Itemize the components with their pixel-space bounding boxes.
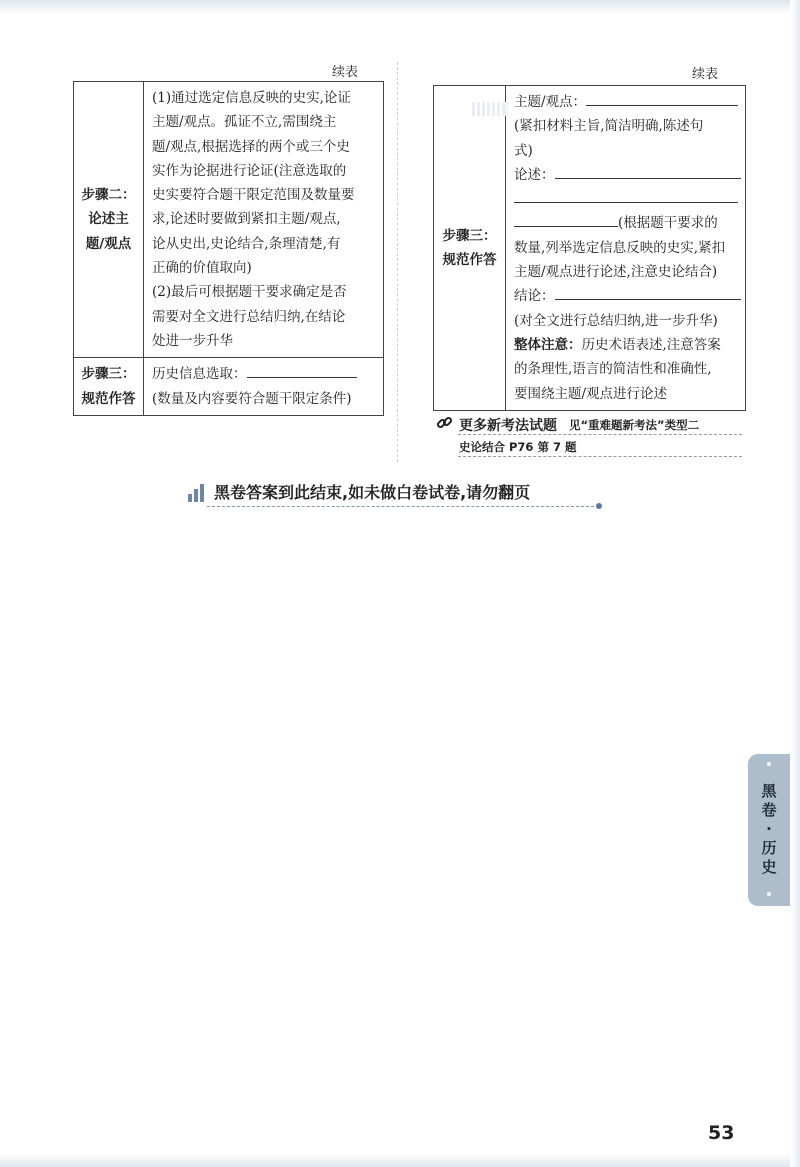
content-line: (紧扣材料主旨,简洁明确,陈述句 — [514, 118, 704, 135]
row-content-answer-format — [506, 86, 746, 411]
left-continued-label: 续表 — [332, 65, 359, 80]
conclusion-line — [514, 284, 739, 308]
section-side-tab[interactable] — [748, 754, 790, 906]
blank-line — [514, 187, 739, 211]
side-tab-char: 史 — [761, 858, 777, 876]
label-line: 规范作答 — [81, 390, 136, 407]
scan-edge-right — [790, 0, 800, 1167]
answer-blank[interactable] — [514, 211, 618, 227]
column-divider — [397, 62, 398, 462]
table-row — [74, 82, 384, 358]
label-line: 规范作答 — [442, 251, 497, 268]
page-number: 53 — [708, 1122, 735, 1144]
side-tab-separator: · — [766, 820, 772, 838]
answer-blank[interactable] — [555, 163, 741, 179]
divider — [458, 434, 742, 435]
content-line: 正确的价值取向) — [152, 260, 252, 277]
history-info-line — [152, 362, 377, 386]
side-tab-char: 历 — [761, 839, 777, 857]
content-line: (对全文进行总结归纳,进一步升华) — [514, 312, 718, 329]
history-info-label: 历史信息选取： — [152, 366, 247, 383]
overall-line — [514, 333, 739, 357]
content-line: 需要对全文进行总结归纳,在结论 — [152, 308, 346, 325]
more-tests-reference-line2[interactable]: 史论结合 P76 第 7 题 — [459, 440, 577, 454]
scan-edge-top — [0, 0, 800, 14]
label-line: 步骤三： — [81, 366, 136, 383]
content-line: (1)通过选定信息反映的史实,论证 — [152, 90, 351, 106]
link-icon — [436, 414, 453, 435]
row-label-step3 — [74, 358, 144, 416]
left-table — [73, 81, 384, 416]
divider — [207, 506, 599, 507]
right-continued-label: 续表 — [692, 67, 719, 82]
content-line: 式) — [514, 142, 533, 159]
scan-watermark — [472, 102, 508, 116]
scan-edge-bottom — [0, 1153, 800, 1167]
content-line: 的条理性,语言的简洁性和准确性, — [514, 361, 712, 378]
more-tests-reference[interactable]: 见“重难题新考法”类型二 — [569, 417, 700, 432]
divider — [458, 456, 742, 457]
content-line: 题/观点,根据选择的两个或三个史 — [152, 138, 350, 155]
topic-label: 主题/观点： — [514, 94, 587, 110]
dot-icon — [767, 892, 771, 896]
content-line: 实作为论据进行论证(注意选取的 — [152, 162, 347, 179]
end-note — [188, 480, 530, 503]
side-tab-char: 卷 — [761, 801, 777, 819]
more-tests-title: 更多新考法试题 — [459, 417, 557, 434]
row-content-step3 — [144, 358, 384, 416]
table-row — [434, 86, 746, 411]
overall-label: 整体注意： — [514, 336, 582, 353]
label-line: 题/观点 — [85, 235, 132, 252]
content-line: (2)最后可根据题干要求确定是否 — [152, 284, 347, 301]
row-label-step3 — [434, 86, 506, 411]
dot-icon — [767, 762, 771, 766]
row-content-step2 — [144, 82, 384, 358]
content-line: 处进一步升华 — [152, 332, 233, 349]
label-line: 步骤二： — [81, 187, 136, 204]
label-line: 步骤三： — [442, 227, 497, 244]
answer-blank[interactable] — [247, 362, 357, 378]
answer-blank[interactable] — [555, 284, 741, 300]
table-row — [74, 358, 384, 416]
right-table — [433, 85, 746, 411]
content-line: 要围绕主题/观点进行论述 — [514, 385, 668, 402]
answer-blank[interactable] — [586, 90, 738, 106]
content-line: 史实要符合题干限定范围及数量要 — [152, 187, 355, 204]
topic-line — [514, 90, 739, 114]
answer-blank[interactable] — [514, 187, 738, 203]
row-label-step2 — [74, 82, 144, 358]
dot-icon — [596, 503, 602, 509]
argue-label: 论述： — [514, 166, 555, 183]
content-line: 主题/观点。孤证不立,需围绕主 — [152, 114, 337, 131]
end-note-text: 黑卷答案到此结束,如未做白卷试卷,请勿翻页 — [214, 483, 531, 502]
argue-note-line — [514, 211, 739, 235]
conclusion-label: 结论： — [514, 288, 555, 305]
content-line: 数量,列举选定信息反映的史实,紧扣 — [514, 239, 726, 256]
content-line: 论从史出,史论结合,条理清楚,有 — [152, 235, 341, 252]
label-line: 论述主 — [88, 211, 129, 228]
content-line: 主题/观点进行论述,注意史论结合) — [514, 264, 718, 281]
bar-chart-icon — [188, 482, 204, 502]
content-line: 求,论述时要做到紧扣主题/观点, — [152, 211, 341, 228]
side-tab-label — [748, 782, 790, 877]
overall-text: 历史术语表述,注意答案 — [581, 336, 721, 353]
argue-note-tail: (根据题干要求的 — [618, 215, 718, 232]
more-tests-header — [436, 414, 742, 435]
side-tab-char: 黑 — [761, 782, 777, 800]
content-line: (数量及内容要符合题干限定条件) — [152, 390, 352, 407]
argue-line — [514, 163, 739, 187]
